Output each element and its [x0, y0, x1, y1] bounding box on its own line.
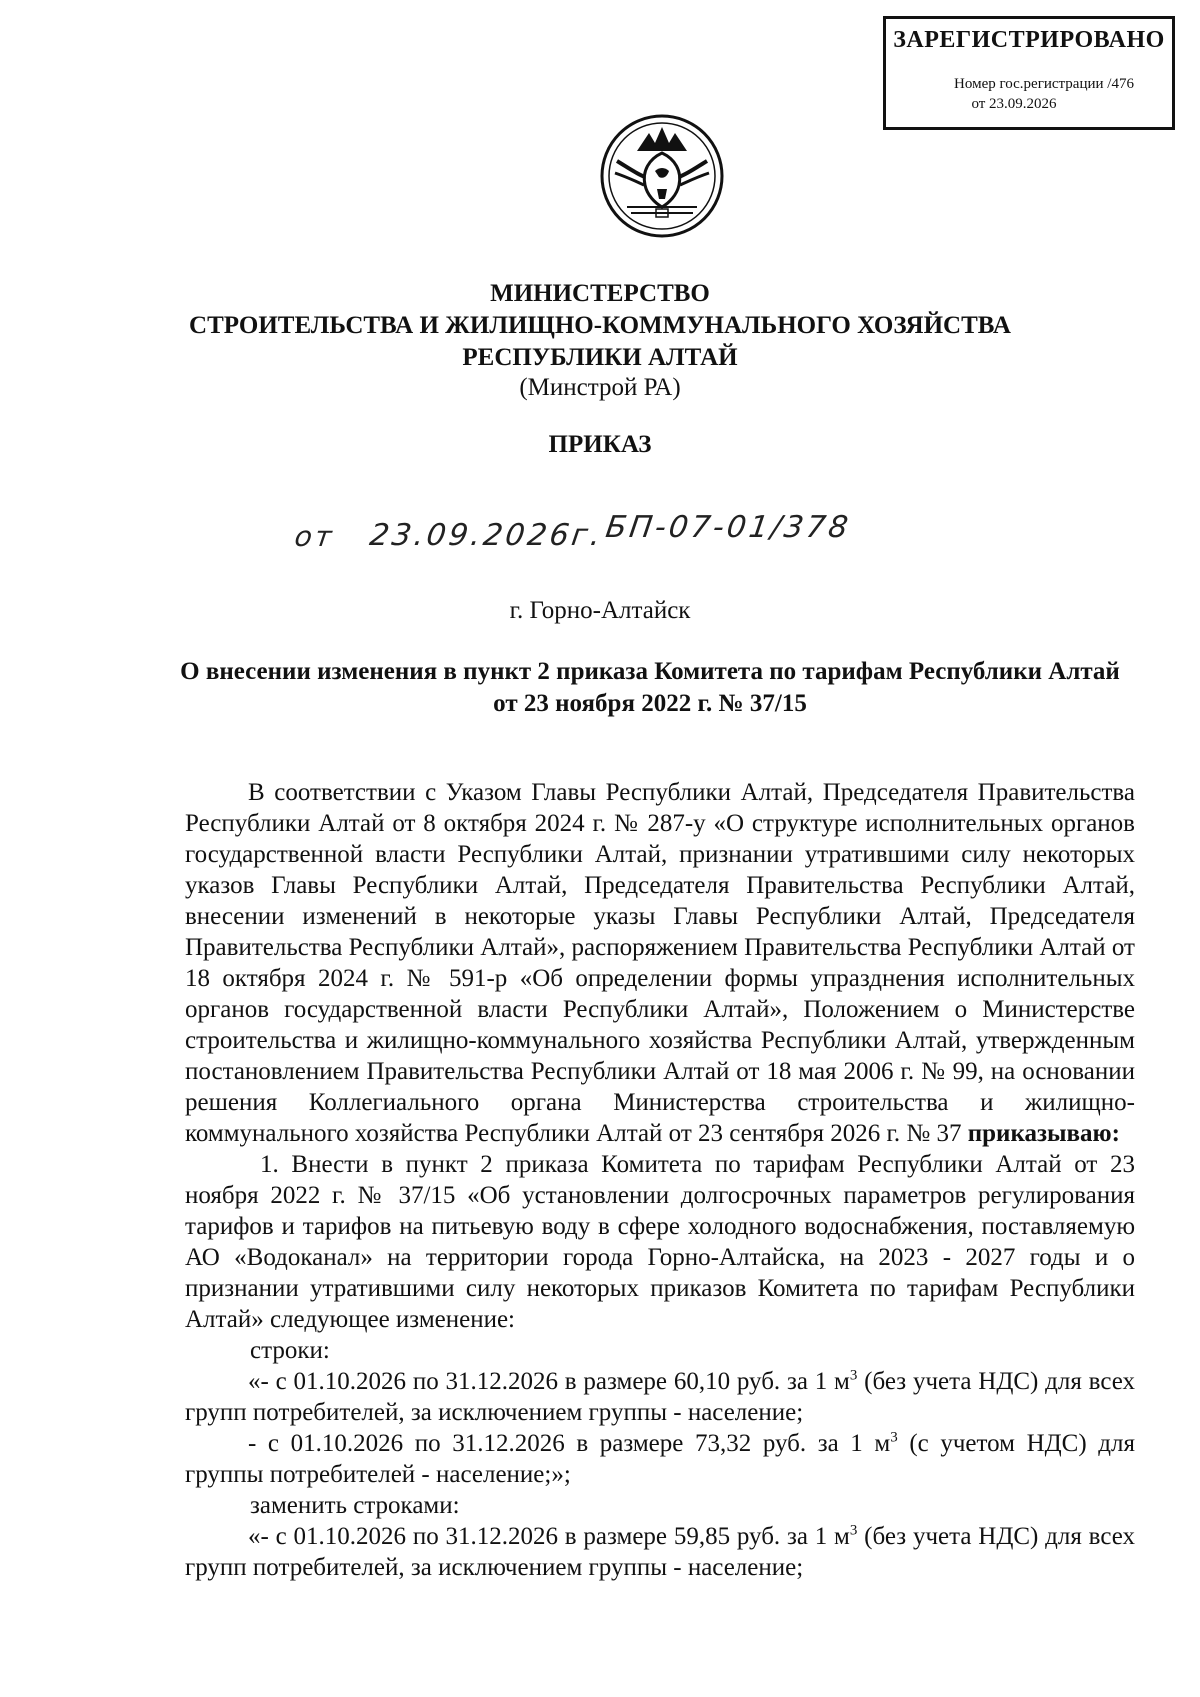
old-line-1-text: «- с 01.10.2026 по 31.12.2026 в размере 60,10 руб. за 1 м: [248, 1368, 850, 1395]
new-line-1-sup: 3: [849, 1522, 858, 1539]
handwritten-prefix: от: [292, 520, 337, 553]
replace-label: заменить строками:: [250, 1492, 460, 1519]
ministry-title-line1: МИНИСТЕРСТВО: [490, 280, 710, 307]
ministry-title-line2: СТРОИТЕЛЬСТВА И ЖИЛИЩНО-КОММУНАЛЬНОГО ХОЗЯЙСТВА: [189, 312, 1011, 339]
stamp-title: ЗАРЕГИСТРИРОВАНО: [893, 27, 1165, 53]
document-subject: О внесении изменения в пункт 2 приказа Комитета по тарифам Республики Алтай от 23 ноября 2022 г. № 37/15: [180, 658, 1120, 717]
old-line-2-tail: (с учетом НДС) для группы потребителей - население;»;: [185, 1430, 1135, 1488]
stamp-reg-number: Номер гос.регистрации /476: [954, 76, 1134, 92]
new-line-1: [185, 1521, 1135, 1583]
document-body: [185, 777, 1135, 1583]
old-line-2-sup: 3: [890, 1429, 898, 1446]
old-line-2: [185, 1428, 1135, 1490]
city: г. Горно-Алтайск: [509, 597, 691, 624]
lines-label: строки:: [250, 1337, 330, 1364]
new-line-1-text: «- с 01.10.2026 по 31.12.2026 в размере 59,85 руб. за 1 м: [248, 1523, 850, 1550]
document-type: ПРИКАЗ: [548, 431, 652, 458]
clause-1: 1. Внести в пункт 2 приказа Комитета по тарифам Республики Алтай от 23 ноября 2022 г. № 37/15 «Об установлении долгосрочных параметров регулирования тарифов и тарифов на питьевую воду в сфере холодного водоснабжения, поставляемую АО «Водоканал» на территории города Горно-Алтайска, на 2023 - 2027 годы и о признании утратившими силу некоторых приказов Комитета по тарифам Республики Алтай» следующее изменение:: [185, 1151, 1135, 1333]
old-line-1: [185, 1366, 1135, 1428]
ministry-abbreviation: (Минстрой РА): [519, 374, 681, 401]
old-line-2-text: - с 01.10.2026 по 31.12.2026 в размере 73,32 руб. за 1 м: [248, 1430, 891, 1457]
handwritten-number: БП-07-01/378: [603, 510, 853, 545]
old-line-1-sup: 3: [849, 1367, 858, 1384]
altai-emblem-icon: [597, 111, 727, 241]
handwritten-date: 23.09.2026г.: [367, 518, 606, 553]
new-line-1-tail: (без учета НДС) для всех групп потребителей, за исключением группы - население;: [185, 1523, 1135, 1581]
preamble-text: В соответствии с Указом Главы Республики Алтай, Председателя Правительства Республики Алтай от 8 октября 2024 г. № 287-у «О структуре исполнительных органов государственной власти Республики Алтай, признании утратившими силу некоторых указов Главы Республики Алтай, Председателя Правительства Республики Алтай, внесении изменений в некоторые указы Главы Республики Алтай, Председателя Правительства Республики Алтай», распоряжением Правительства Республики Алтай от 18 октября 2024 г. № 591-р «Об определении формы упразднения исполнительных органов государственной власти Республики Алтай», Положением о Министерстве строительства и жилищно-коммунального хозяйства Республики Алтай, утвержденным постановлением Правительства Республики Алтай от 18 мая 2006 г. № 99, на основании решения Коллегиального органа Министерства строительства и жилищно-коммунального хозяйства Республики Алтай от 23 сентября 2026 г. № 37: [185, 779, 1135, 1147]
preamble-paragraph: [185, 777, 1135, 1149]
order-keyword: приказываю:: [967, 1120, 1120, 1147]
registration-stamp: [883, 16, 1175, 130]
ministry-title-line3: РЕСПУБЛИКИ АЛТАЙ: [462, 344, 738, 371]
old-line-1-tail: (без учета НДС) для всех групп потребителей, за исключением группы - население;: [185, 1368, 1135, 1426]
stamp-reg-date: от 23.09.2026: [971, 96, 1057, 112]
